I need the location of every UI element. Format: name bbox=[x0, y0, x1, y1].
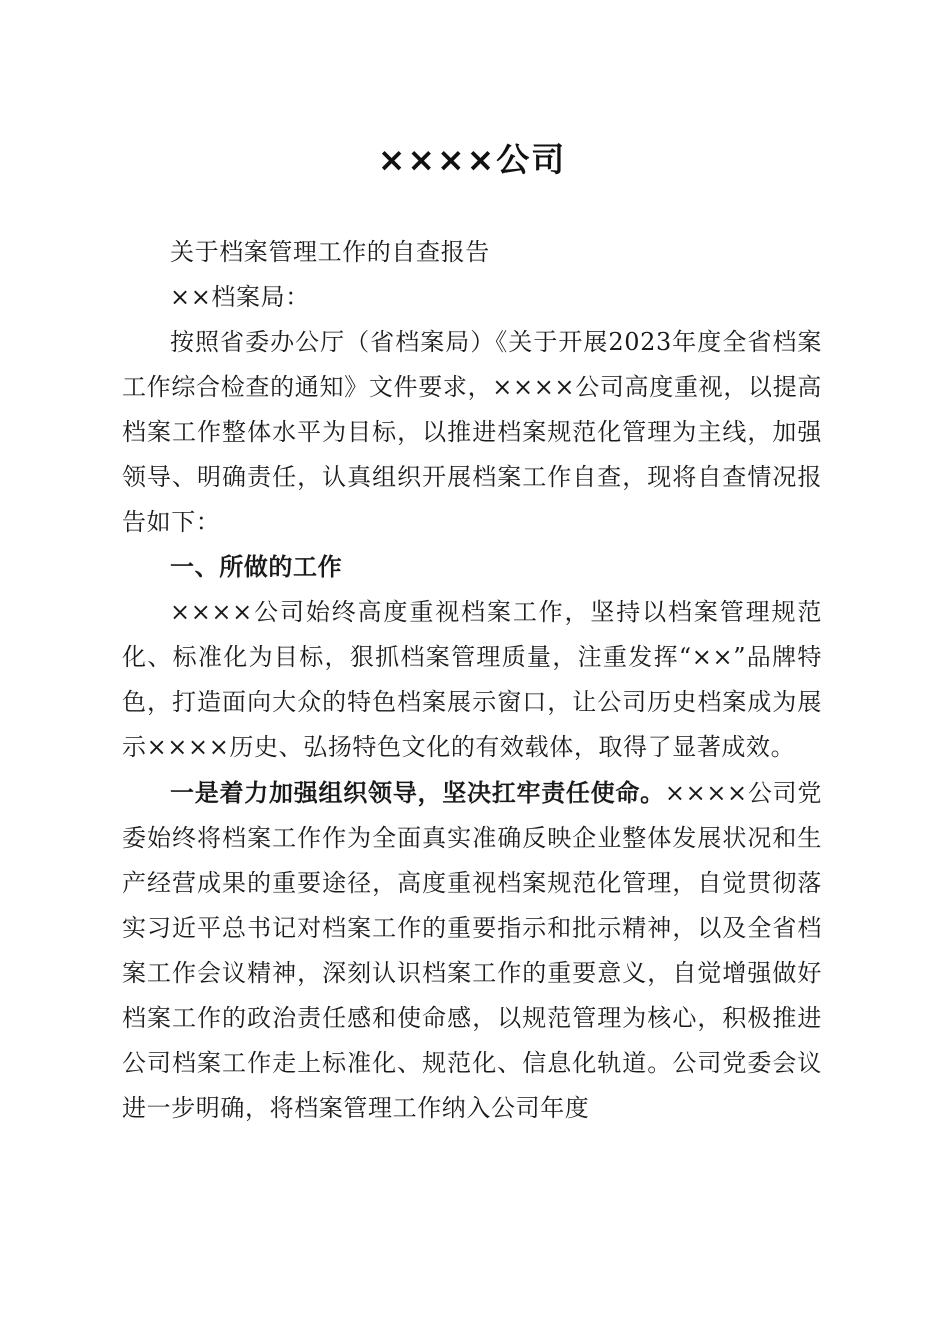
paragraph-lead-sentence: 一是着力加强组织领导，坚决扛牢责任使命。 bbox=[170, 778, 665, 807]
paragraph-body-text: ××××公司党委始终将档案工作作为全面真实准确反映企业整体发展状况和生产经营成果的重要途径，高度重视档案规范化管理，自觉贯彻落实习近平总书记对档案工作的重要指示和批示精神，以及全省档案工作会议精神，深刻认识档案工作的重要意义，自觉增强做好档案工作的政治责任感和使命感，以规范管理为核心，积极推进公司档案工作走上标准化、规范化、信息化轨道。公司党委会议进一步明确，将档案管理工作纳入公司年度 bbox=[122, 779, 822, 1122]
section-paragraph-leadership bbox=[122, 770, 822, 1131]
section-paragraph-overview: ××××公司始终高度重视档案工作，坚持以档案管理规范化、标准化为目标，狠抓档案管理质量，注重发挥“××”品牌特色，打造面向大众的特色档案展示窗口，让公司历史档案成为展示××××历史、弘扬特色文化的有效载体，取得了显著成效。 bbox=[122, 598, 822, 761]
report-subject: 关于档案管理工作的自查报告 bbox=[170, 238, 490, 266]
document-body bbox=[122, 230, 822, 1131]
section-heading-work-done: 一、所做的工作 bbox=[170, 553, 343, 581]
report-recipient: ××档案局： bbox=[170, 283, 310, 311]
document-title: ××××公司 bbox=[377, 140, 567, 179]
intro-paragraph: 按照省委办公厅（省档案局）《关于开展2023年度全省档案工作综合检查的通知》文件要求，××××公司高度重视，以提高档案工作整体水平为目标，以推进档案规范化管理为主线，加强领导、明确责任，认真组织开展档案工作自查，现将自查情况报告如下： bbox=[122, 328, 822, 536]
